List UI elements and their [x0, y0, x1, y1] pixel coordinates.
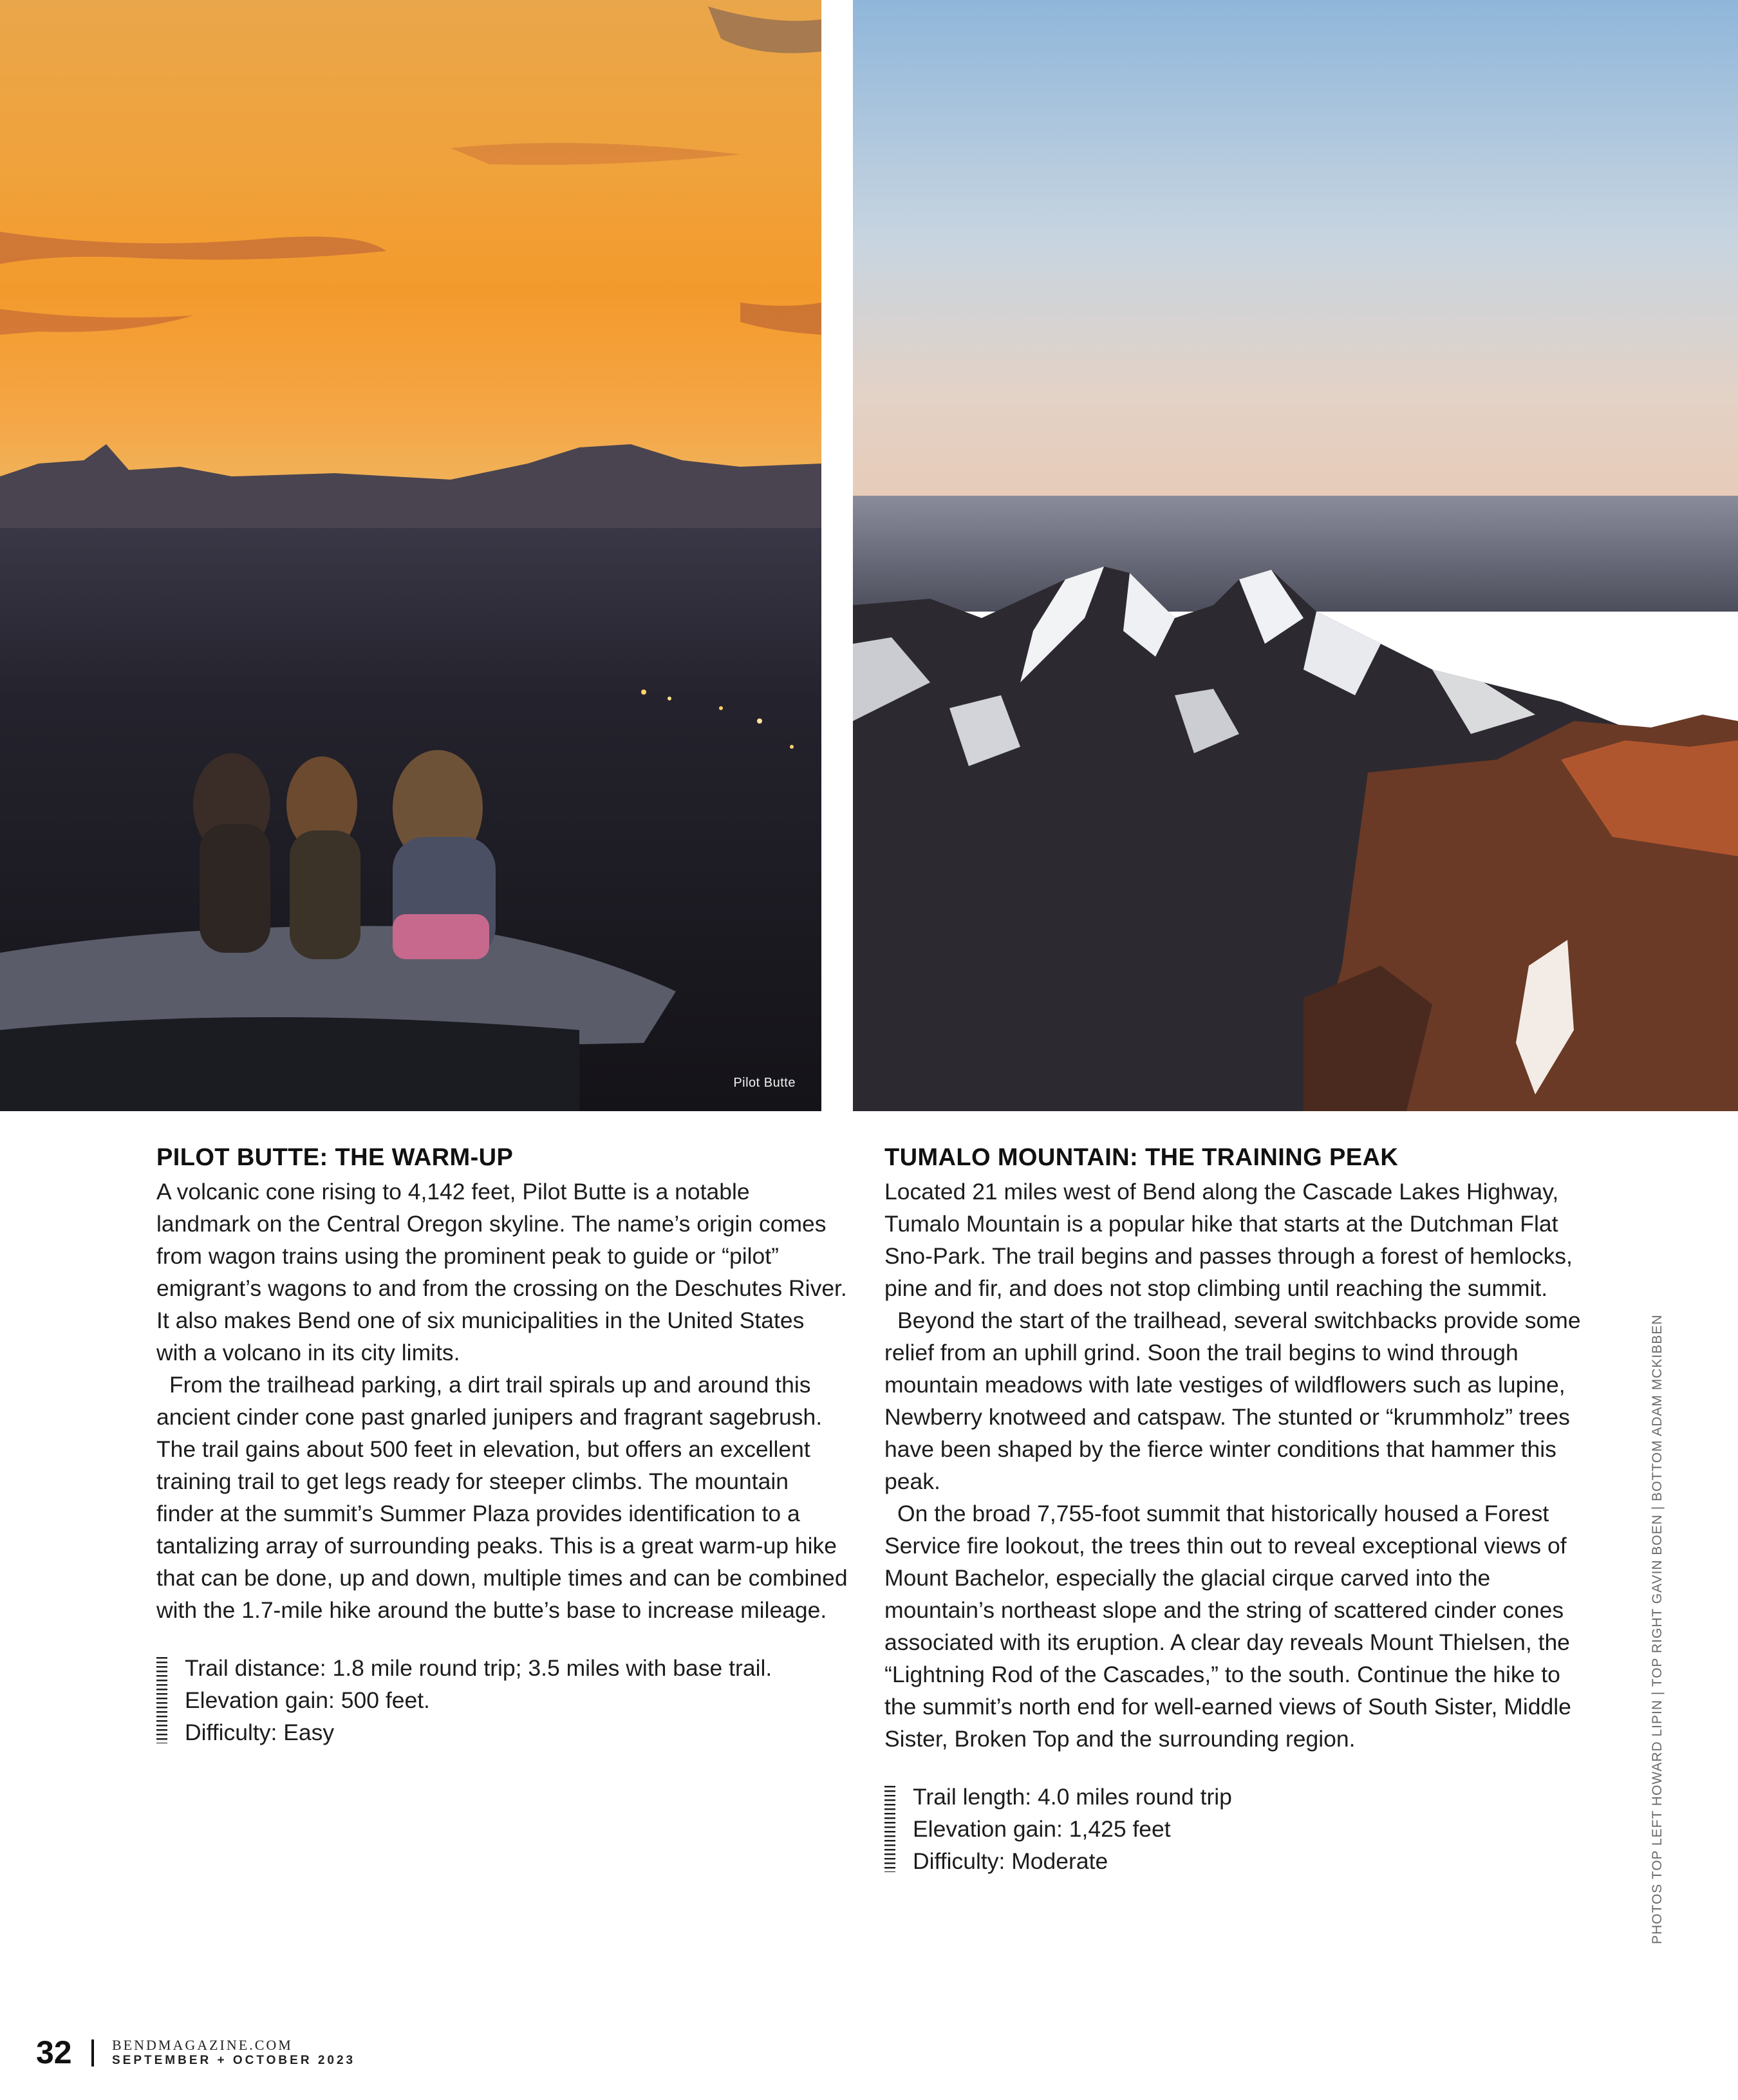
fact-item: Trail distance: 1.8 mile round trip; 3.5 miles with base trail. — [185, 1655, 772, 1681]
trail-facts — [156, 1652, 850, 1748]
article-tumalo-mountain — [884, 1141, 1586, 1877]
photo-tumalo-mountain-view — [853, 0, 1738, 1111]
list-marker-icon — [156, 1657, 167, 1743]
sunset-photo-illustration — [0, 0, 821, 1111]
mountain-photo-illustration — [853, 0, 1738, 1111]
section-heading: TUMALO MOUNTAIN: THE TRAINING PEAK — [884, 1144, 1399, 1171]
paragraph: On the broad 7,755-foot summit that historically housed a Forest Service fire lookout, the trees thin out to reveal exceptional views of Mount Bachelor, especially the glacial cirque carved into the mountain’s northeast slope and the string of scattered cinder cones associated with its eruption. A clear day reveals Mount Thielsen, the “Lightning Rod of the Cascades,” to the south. Continue the hike to the summit’s north end for well-earned views of South Sister, Middle Sister, Broken Top and the surrounding region. — [884, 1501, 1571, 1752]
paragraph: Located 21 miles west of Bend along the Cascade Lakes Highway, Tumalo Mountain is a popular hike that starts at the Dutchman Flat Sno-Park. The trail begins and passes through a forest of hemlocks, pine and fir, and does not stop climbing until reaching the summit. — [884, 1179, 1573, 1301]
fact-item: Difficulty: Easy — [185, 1720, 335, 1745]
fact-item: Trail length: 4.0 miles round trip — [913, 1784, 1232, 1810]
fact-item: Elevation gain: 500 feet. — [185, 1687, 430, 1713]
fact-item: Difficulty: Moderate — [913, 1848, 1108, 1874]
issue-date: SEPTEMBER + OCTOBER 2023 — [112, 2054, 356, 2067]
photo-caption: Pilot Butte — [733, 1076, 796, 1090]
site-url: BENDMAGAZINE.COM — [112, 2037, 293, 2053]
photo-credit: PHOTOS TOP LEFT HOWARD LIPIN | TOP RIGHT GAVIN BOEN | BOTTOM ADAM MCKIBBEN — [1650, 1314, 1665, 1944]
photo-pilot-butte — [0, 0, 821, 1111]
paragraph: A volcanic cone rising to 4,142 feet, Pilot Butte is a notable landmark on the Central Oregon skyline. The name’s origin comes from wagon trains using the prominent peak to guide or “pilot” emigrant’s wagons to and from the crossing on the Deschutes River. It also makes Bend one of six municipalities in the United States with a volcano in its city limits. — [156, 1179, 847, 1365]
paragraph: Beyond the start of the trailhead, several switchbacks provide some relief from an uphill grind. Soon the trail begins to wind through mountain meadows with late vestiges of wildflowers such as lupine, Newberry knotweed and catspaw. The stunted or “krummholz” trees have been shaped by the fierce winter conditions that hammer this peak. — [884, 1308, 1581, 1494]
section-heading: PILOT BUTTE: THE WARM-UP — [156, 1144, 514, 1171]
list-marker-icon — [884, 1786, 895, 1872]
footer-divider — [91, 2039, 94, 2067]
page-number: 32 — [36, 2034, 72, 2070]
fact-item: Elevation gain: 1,425 feet — [913, 1816, 1171, 1842]
trail-facts — [884, 1781, 1586, 1877]
paragraph: From the trailhead parking, a dirt trail spirals up and around this ancient cinder cone past gnarled junipers and fragrant sagebrush. The trail gains about 500 feet in elevation, but offers an excellent training trail to get legs ready for steeper climbs. The mountain finder at the summit’s Summer Plaza provides identification to a tantalizing array of surrounding peaks. This is a great warm-up hike that can be done, up and down, multiple times and can be combined with the 1.7-mile hike around the butte’s base to increase mileage. — [156, 1372, 848, 1623]
article-pilot-butte — [156, 1141, 850, 1748]
